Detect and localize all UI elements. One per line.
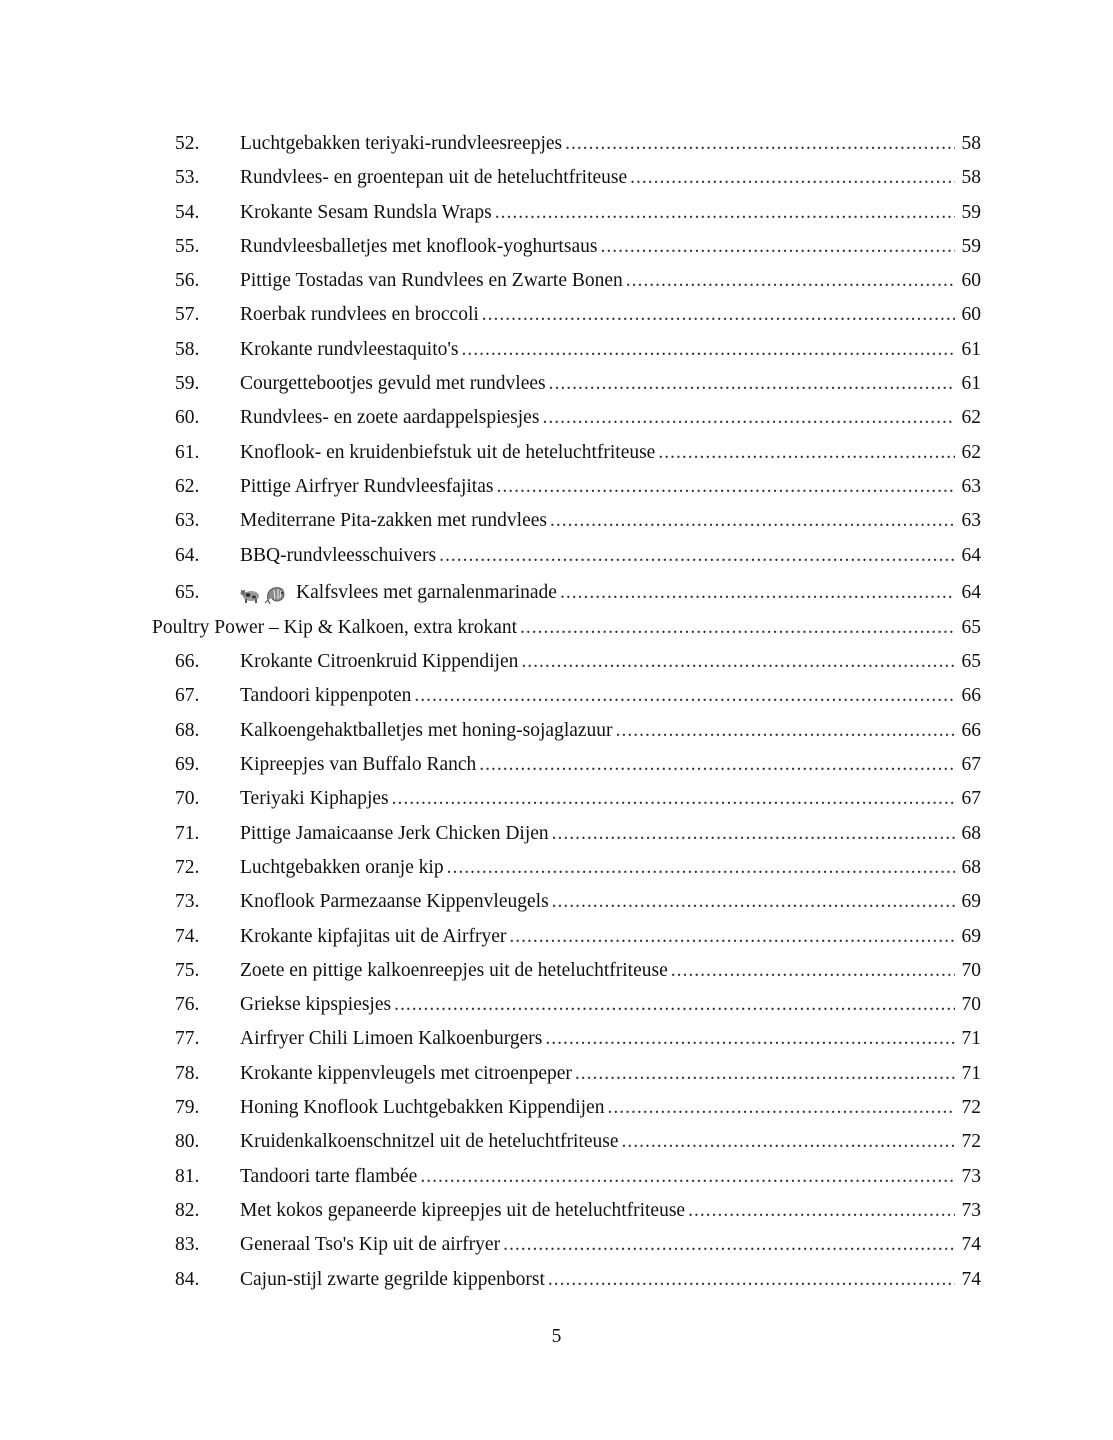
toc-entry-number: 75. xyxy=(175,959,200,981)
toc-entry-title-wrap xyxy=(240,539,436,573)
toc-entry-title-wrap xyxy=(240,264,623,298)
toc-entry-page: 61 xyxy=(961,338,981,360)
toc-entry[interactable] xyxy=(0,539,1113,573)
toc-entry-page: 59 xyxy=(961,235,981,257)
toc-entry-page: 69 xyxy=(961,891,981,913)
toc-entry-number: 53. xyxy=(175,167,200,189)
toc-entry-title-wrap xyxy=(240,885,549,919)
toc-entry-line xyxy=(240,679,981,713)
toc-entry-title-wrap xyxy=(240,1057,572,1091)
toc-entry[interactable] xyxy=(0,1263,1113,1297)
toc-entry-line xyxy=(240,817,981,851)
toc-entry-number: 58. xyxy=(175,338,200,360)
toc-entry-page: 64 xyxy=(961,581,981,603)
toc-entry-title-wrap xyxy=(240,1263,545,1297)
toc-entry-title: Zoete en pittige kalkoenreepjes uit de heteluchtfriteuse xyxy=(240,959,668,981)
toc-entry-title: Tandoori kippenpoten xyxy=(240,685,412,707)
dot-leader xyxy=(565,127,955,161)
dot-leader xyxy=(495,196,955,230)
toc-entry-page: 70 xyxy=(961,994,981,1016)
toc-entry-line xyxy=(240,1194,981,1228)
toc-entry-number: 71. xyxy=(175,822,200,844)
toc-entry-line xyxy=(240,1263,981,1297)
dot-leader xyxy=(447,851,955,885)
toc-entry-number: 74. xyxy=(175,925,200,947)
toc-entry-number: 82. xyxy=(175,1199,200,1221)
toc-entry-line xyxy=(240,470,981,504)
toc-entry[interactable] xyxy=(0,436,1113,470)
page-number: 5 xyxy=(551,1326,562,1347)
toc-entry[interactable] xyxy=(0,161,1113,195)
toc-entry[interactable] xyxy=(0,1022,1113,1056)
toc-entry-title-wrap xyxy=(240,470,493,504)
toc-entry-title-wrap xyxy=(240,920,506,954)
toc-entry-title: Krokante rundvleestaquito's xyxy=(240,338,459,360)
toc-entry[interactable] xyxy=(0,367,1113,401)
dot-leader xyxy=(509,920,955,954)
toc-entry-number: 54. xyxy=(175,201,200,223)
toc-entry-number: 77. xyxy=(175,1028,200,1050)
toc-entry-number: 62. xyxy=(175,475,200,497)
toc-entry[interactable] xyxy=(0,196,1113,230)
dot-leader xyxy=(688,1194,955,1228)
toc-entry-number: 68. xyxy=(175,719,200,741)
dot-leader xyxy=(616,714,955,748)
toc-entry[interactable] xyxy=(0,401,1113,435)
toc-entry-page: 74 xyxy=(961,1234,981,1256)
toc-entry-title-wrap xyxy=(240,1194,685,1228)
toc-entry-page: 74 xyxy=(961,1268,981,1290)
toc-entry-title-wrap xyxy=(240,298,479,332)
toc-entry-page: 67 xyxy=(961,754,981,776)
toc-entry-title-wrap xyxy=(240,1125,619,1159)
toc-entry-title-wrap xyxy=(240,679,411,713)
toc-entry-number: 84. xyxy=(175,1268,200,1290)
toc-entry-title-wrap xyxy=(240,161,627,195)
toc-entry[interactable] xyxy=(0,298,1113,332)
toc-entry-number: 80. xyxy=(175,1131,200,1153)
toc-entry-title-wrap xyxy=(240,573,557,615)
toc-entry-line xyxy=(152,611,981,645)
toc-entry-number: 64. xyxy=(175,544,200,566)
toc-entry-line xyxy=(240,748,981,782)
toc-entry-title-wrap xyxy=(240,645,518,679)
toc-entry-page: 70 xyxy=(961,959,981,981)
toc-entry-page: 58 xyxy=(961,167,981,189)
toc-entry-page: 61 xyxy=(961,373,981,395)
toc-entry-page: 72 xyxy=(961,1131,981,1153)
toc-entry-title: Krokante kippenvleugels met citroenpeper xyxy=(240,1062,572,1084)
dot-leader xyxy=(482,298,955,332)
toc-entry-number: 59. xyxy=(175,373,200,395)
toc-entry-title: Kalfsvlees met garnalenmarinade xyxy=(296,581,557,603)
toc-entry-title-wrap xyxy=(240,748,476,782)
toc-entry[interactable] xyxy=(0,645,1113,679)
dot-leader xyxy=(549,367,955,401)
toc-entry-title: Pittige Jamaicaanse Jerk Chicken Dijen xyxy=(240,822,549,844)
dot-leader xyxy=(548,1263,955,1297)
toc-entry-line xyxy=(240,127,981,161)
toc-entry-number: 79. xyxy=(175,1097,200,1119)
toc-entry-title: Mediterrane Pita-zakken met rundvlees xyxy=(240,510,548,532)
toc-entry-number: 57. xyxy=(175,304,200,326)
toc-entry-title-wrap xyxy=(240,954,668,988)
shrimp-icon xyxy=(264,584,286,605)
toc-entry-page: 64 xyxy=(961,544,981,566)
toc-entry-page: 73 xyxy=(961,1165,981,1187)
dot-leader xyxy=(575,1057,955,1091)
toc-entry-title: Kipreepjes van Buffalo Ranch xyxy=(240,754,477,776)
toc-entry-line xyxy=(240,1160,981,1194)
toc-entry-page: 71 xyxy=(961,1028,981,1050)
toc-entry[interactable] xyxy=(0,127,1113,161)
toc-entry-title-wrap xyxy=(240,504,547,538)
toc-entry-page: 68 xyxy=(961,856,981,878)
toc-entry-number: 78. xyxy=(175,1062,200,1084)
toc-entry-line xyxy=(240,298,981,332)
toc-entry[interactable] xyxy=(0,954,1113,988)
toc-entry-page: 66 xyxy=(961,719,981,741)
toc-entry-line xyxy=(240,196,981,230)
dot-leader xyxy=(392,782,955,816)
toc-entry-line xyxy=(240,954,981,988)
toc-entry-title: Met kokos gepaneerde kipreepjes uit de heteluchtfriteuse xyxy=(240,1199,686,1221)
toc-entry[interactable] xyxy=(0,988,1113,1022)
toc-entry-line xyxy=(240,851,981,885)
toc-entry[interactable] xyxy=(0,817,1113,851)
dot-leader xyxy=(520,611,955,645)
toc-entry-line xyxy=(240,885,981,919)
toc-entry-line xyxy=(240,988,981,1022)
toc-entry-title: Honing Knoflook Luchtgebakken Kippendijen xyxy=(240,1097,605,1119)
toc-entry-title: Cajun-stijl zwarte gegrilde kippenborst xyxy=(240,1268,545,1290)
toc-entry-page: 67 xyxy=(961,788,981,810)
toc-entry-line xyxy=(240,401,981,435)
toc-entry-line xyxy=(240,1057,981,1091)
toc-entry[interactable] xyxy=(0,1194,1113,1228)
toc-entry[interactable] xyxy=(0,1160,1113,1194)
toc-entry-title: Knoflook Parmezaanse Kippenvleugels xyxy=(240,891,549,913)
toc-entry-title-wrap xyxy=(240,333,459,367)
dot-leader xyxy=(600,230,955,264)
toc-entry-title: Griekse kipspiesjes xyxy=(240,994,392,1016)
toc-entry-title: Rundvleesballetjes met knoflook-yoghurtsaus xyxy=(240,235,598,257)
toc-entry-title: Poultry Power – Kip & Kalkoen, extra krokant xyxy=(152,616,518,638)
toc-entry-line xyxy=(240,436,981,470)
toc-entry-title: Luchtgebakken teriyaki-rundvleesreepjes xyxy=(240,133,563,154)
toc-entry-page: 62 xyxy=(961,407,981,429)
cow-icon xyxy=(240,584,262,605)
toc-entry-title: Pittige Tostadas van Rundvlees en Zwarte Bonen xyxy=(240,270,623,292)
toc-entry-title: Teriyaki Kiphapjes xyxy=(240,788,389,810)
toc-entry[interactable] xyxy=(0,230,1113,264)
toc-entry-title: Kruidenkalkoenschnitzel uit de heteluchtfriteuse xyxy=(240,1131,619,1153)
toc-entry-line xyxy=(240,264,981,298)
toc-entry[interactable] xyxy=(0,748,1113,782)
dot-leader xyxy=(414,679,955,713)
toc-entry-title-wrap xyxy=(240,1228,500,1262)
toc-entry-title: Krokante kipfajitas uit de Airfryer xyxy=(240,925,507,947)
toc-entry-title: Knoflook- en kruidenbiefstuk uit de heteluchtfriteuse xyxy=(240,441,656,463)
dot-leader xyxy=(503,1228,955,1262)
toc-entry-number: 56. xyxy=(175,270,200,292)
toc-entry-title: Tandoori tarte flambée xyxy=(240,1165,418,1187)
toc-entry-title: Pittige Airfryer Rundvleesfajitas xyxy=(240,475,494,497)
toc-entry-title-wrap xyxy=(240,782,389,816)
toc-entry-title: Rundvlees- en zoete aardappelspiesjes xyxy=(240,407,540,429)
toc-entry-title: BBQ-rundvleesschuivers xyxy=(240,544,437,566)
toc-entry-title: Airfryer Chili Limoen Kalkoenburgers xyxy=(240,1028,543,1050)
toc-entry-title: Roerbak rundvlees en broccoli xyxy=(240,304,479,326)
toc-entry-line xyxy=(240,714,981,748)
toc-entry-number: 76. xyxy=(175,994,200,1016)
toc-entry-title: Rundvlees- en groentepan uit de heteluchtfriteuse xyxy=(240,167,628,189)
toc-entry-page: 65 xyxy=(961,651,981,673)
toc-entry-number: 65. xyxy=(175,581,200,603)
toc-entry-line xyxy=(240,539,981,573)
toc-entry[interactable] xyxy=(0,470,1113,504)
toc-entry-line xyxy=(240,161,981,195)
toc-entry-title-wrap xyxy=(152,611,517,645)
toc-entry-title: Luchtgebakken oranje kip xyxy=(240,856,444,878)
dot-leader xyxy=(552,817,955,851)
dot-leader xyxy=(439,539,955,573)
toc-entry-page: 60 xyxy=(961,270,981,292)
toc-entry-number: 61. xyxy=(175,441,200,463)
toc-entry-title: Generaal Tso's Kip uit de airfryer xyxy=(240,1234,501,1256)
dot-leader xyxy=(545,1022,955,1056)
dot-leader xyxy=(560,573,955,613)
dot-leader xyxy=(658,436,955,470)
toc-entry-page: 62 xyxy=(961,441,981,463)
toc-entry-page: 63 xyxy=(961,475,981,497)
toc-entry[interactable] xyxy=(0,1057,1113,1091)
toc-entry-number: 81. xyxy=(175,1165,200,1187)
toc-entry-title-wrap xyxy=(240,1091,604,1125)
toc-entry-line xyxy=(240,1125,981,1159)
toc-entry[interactable] xyxy=(0,1228,1113,1262)
dot-leader xyxy=(496,470,955,504)
toc-entry-title-wrap xyxy=(240,367,546,401)
toc-entry-number: 55. xyxy=(175,235,200,257)
toc-entry-line xyxy=(240,1022,981,1056)
toc-entry[interactable] xyxy=(0,504,1113,538)
toc-entry-line xyxy=(240,645,981,679)
toc-entry-line xyxy=(240,782,981,816)
toc-entry-page: 68 xyxy=(961,822,981,844)
toc-entry-page: 65 xyxy=(961,616,981,638)
toc-entry-number: 63. xyxy=(175,510,200,532)
toc-entry-title: Kalkoengehaktballetjes met honing-sojaglazuur xyxy=(240,719,613,741)
toc-entry-title: Courgettebootjes gevuld met rundvlees xyxy=(240,373,546,395)
dot-leader xyxy=(462,333,956,367)
dot-leader xyxy=(394,988,955,1022)
toc-entry[interactable] xyxy=(0,851,1113,885)
toc-entry[interactable] xyxy=(0,264,1113,298)
toc-entry-number: 52. xyxy=(175,133,200,154)
toc-entry-title-wrap xyxy=(240,196,492,230)
toc-entry-number: 73. xyxy=(175,891,200,913)
dot-leader xyxy=(626,264,955,298)
toc-entry-page: 69 xyxy=(961,925,981,947)
toc-entry[interactable] xyxy=(0,714,1113,748)
toc-entry-title-wrap xyxy=(240,817,549,851)
toc-entry[interactable] xyxy=(0,885,1113,919)
toc-entry-page: 58 xyxy=(961,133,981,154)
toc-entry-line xyxy=(240,367,981,401)
table-of-contents xyxy=(0,127,1113,1297)
toc-entry-line xyxy=(240,573,981,615)
toc-entry-number: 69. xyxy=(175,754,200,776)
toc-entry-title-wrap xyxy=(240,714,613,748)
toc-entry-page: 60 xyxy=(961,304,981,326)
dot-leader xyxy=(479,748,955,782)
toc-entry[interactable] xyxy=(0,1091,1113,1125)
toc-entry-title-wrap xyxy=(240,401,539,435)
dot-leader xyxy=(630,161,955,195)
dot-leader xyxy=(671,954,955,988)
toc-entry-page: 63 xyxy=(961,510,981,532)
toc-entry[interactable] xyxy=(0,573,1113,611)
toc-entry-number: 72. xyxy=(175,856,200,878)
toc-entry[interactable] xyxy=(0,333,1113,367)
toc-entry-number: 83. xyxy=(175,1234,200,1256)
toc-entry-line xyxy=(240,504,981,538)
toc-entry-page: 72 xyxy=(961,1097,981,1119)
toc-entry-number: 70. xyxy=(175,788,200,810)
toc-entry-line xyxy=(240,1091,981,1125)
dot-leader xyxy=(622,1125,956,1159)
toc-entry[interactable] xyxy=(0,782,1113,816)
dot-leader xyxy=(521,645,955,679)
emoji-group xyxy=(240,575,288,615)
toc-entry[interactable] xyxy=(0,1125,1113,1159)
toc-entry-title: Krokante Citroenkruid Kippendijen xyxy=(240,651,519,673)
toc-entry-title-wrap xyxy=(240,127,562,161)
toc-entry-title-wrap xyxy=(240,851,444,885)
toc-entry-line xyxy=(240,1228,981,1262)
toc-entry-title-wrap xyxy=(240,988,391,1022)
toc-entry-title-wrap xyxy=(240,230,597,264)
toc-entry-page: 66 xyxy=(961,685,981,707)
dot-leader xyxy=(420,1160,955,1194)
toc-entry-title-wrap xyxy=(240,1160,417,1194)
toc-entry-number: 67. xyxy=(175,685,200,707)
toc-entry-number: 66. xyxy=(175,651,200,673)
toc-entry[interactable] xyxy=(0,679,1113,713)
toc-entry-page: 71 xyxy=(961,1062,981,1084)
dot-leader xyxy=(607,1091,955,1125)
toc-entry-title-wrap xyxy=(240,1022,542,1056)
toc-entry[interactable] xyxy=(0,920,1113,954)
toc-entry-line xyxy=(240,333,981,367)
toc-entry-page: 73 xyxy=(961,1199,981,1221)
toc-entry-line xyxy=(240,230,981,264)
dot-leader xyxy=(552,885,955,919)
toc-entry-title-wrap xyxy=(240,436,655,470)
toc-entry-line xyxy=(240,920,981,954)
toc-section-heading[interactable] xyxy=(0,611,1113,645)
dot-leader xyxy=(550,504,955,538)
toc-entry-page: 59 xyxy=(961,201,981,223)
dot-leader xyxy=(542,401,955,435)
toc-entry-number: 60. xyxy=(175,407,200,429)
toc-entry-title: Krokante Sesam Rundsla Wraps xyxy=(240,201,492,223)
